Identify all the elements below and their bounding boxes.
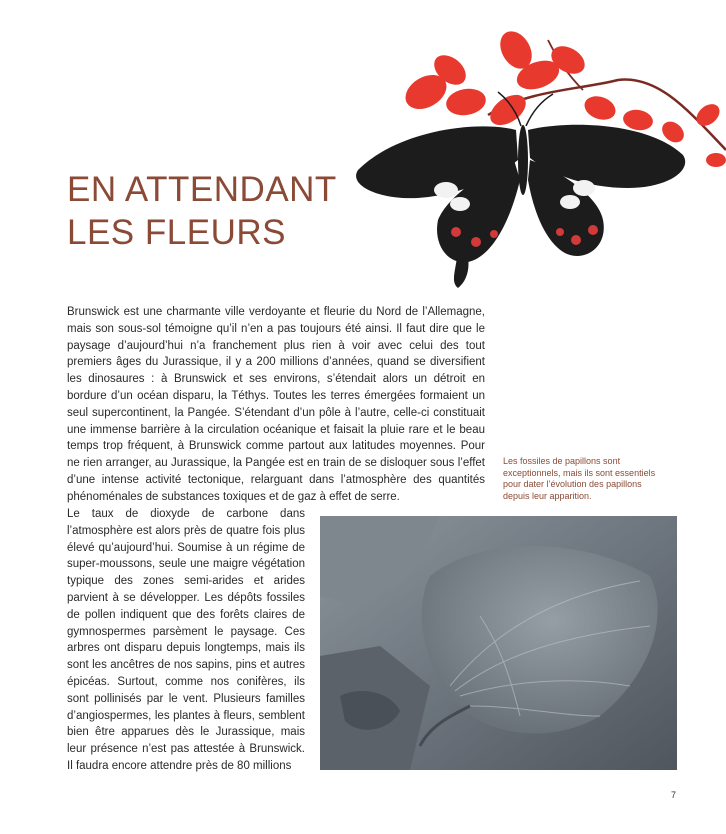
page-title-line-2: LES FLEURS — [67, 213, 286, 252]
butterfly-on-flower-illustration — [338, 20, 726, 290]
body-paragraph-narrow: Le taux de dioxyde de carbone dans l’atmosphère est alors près de quatre fois plus élevé qu’aujourd’hui. Soumise à un régime de super-moussons, seule une maigre végétation typique des zones semi-arides et arides parvient à se développer. Les dépôts fossiles de pollen indiquent que des forêts claires de gymnospermes parsèment le paysage. Ces arbres ont disparu depuis longtemps, mais ils sont les ancêtres de nos sapins, pins et autres épicéas. Surtout, comme nos conifères, ils sont pollinisés par le vent. Plusieurs familles d’angiospermes, les plantes à fleurs, semblent bien être apparues dès le Jurassique, mais leur présence n’est pas attestée à Brunswick. Il faudra encore attendre près de 80 millions — [67, 508, 305, 772]
body-paragraph-wide: Brunswick est une charmante ville verdoyante et fleurie du Nord de l’Allemagne, mais son sous-sol témoigne qu’il n’en a pas toujours été ainsi. Il faut dire que le paysage d’aujourd’hui n’a franchement plus rien à voir avec celui des tout premiers âges du Jurassique, il y a 200 millions d’années, quand se diversifient les dinosaures : à Brunswick et ses environs, s’étendait alors un détroit en bordure d’un océan disparu, la Téthys. Toutes les terres émergées formaient un seul supercontinent, la Pangée. S’étendant d’un pôle à l’autre, celle-ci constituait une immense barrière à la circulation océanique et faisait la pluie rare et le beau temps trop fréquent, à Brunswick comme partout aux latitudes moyennes. Pour ne rien arranger, au Jurassique, la Pangée est en train de se disloquer sous l’effet d’une intense activité tectonique, relarguant dans l’atmosphère des quantités phénoménales de substances toxiques et de gaz à effet de serre. — [67, 306, 485, 503]
page-title — [67, 168, 337, 254]
photo-caption: Les fossiles de papillons sont exceptionnels, mais ils sont essentiels pour dater l’évolution des papillons depuis leur apparition. — [503, 456, 656, 501]
butterfly-fossil-photo — [320, 516, 677, 770]
page-title-line-1: EN ATTENDANT — [67, 170, 337, 209]
page-number: 7 — [671, 790, 677, 800]
